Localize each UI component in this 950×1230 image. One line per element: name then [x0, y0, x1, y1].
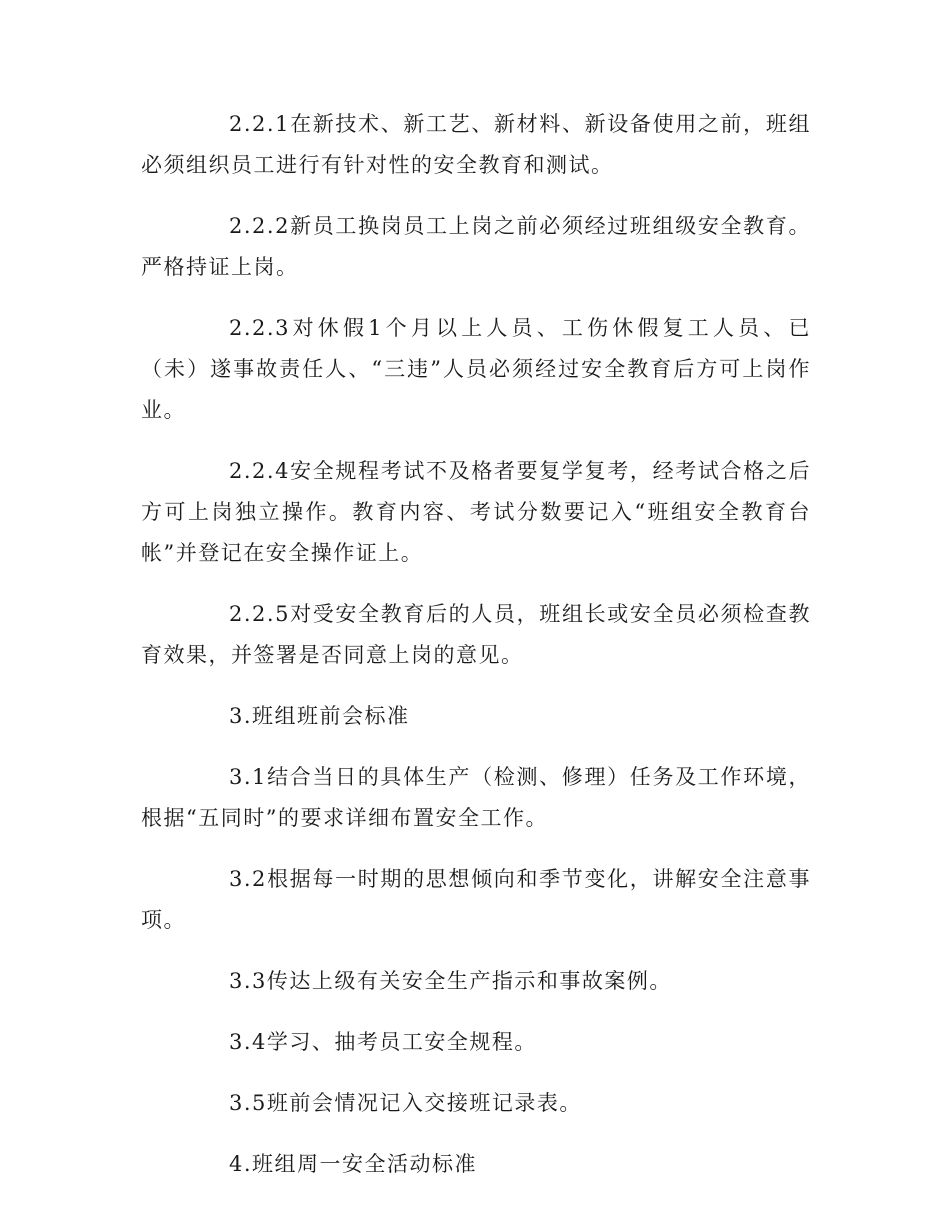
paragraph-2-2-5: 2.2.5对受安全教育后的人员，班组长或安全员必须检查教育效果，并签署是否同意上岗的意见。	[141, 602, 811, 667]
paragraph-3-3: 3.3传达上级有关安全生产指示和事故案例。	[229, 969, 672, 993]
document-body	[141, 104, 811, 1205]
paragraph-2-2-3: 2.2.3对休假1个月以上人员、工伤休假复工人员、已（未）遂事故责任人、“三违”人员必须经过安全教育后方可上岗作业。	[141, 316, 811, 422]
paragraph-2-2-4: 2.2.4安全规程考试不及格者要复学复考，经考试合格之后方可上岗独立操作。教育内容、考试分数要记入“班组安全教育台帐”并登记在安全操作证上。	[141, 459, 811, 565]
paragraph-2-2-2: 2.2.2新员工换岗员工上岗之前必须经过班组级安全教育。严格持证上岗。	[141, 214, 811, 279]
paragraph-3-5: 3.5班前会情况记入交接班记录表。	[229, 1091, 582, 1115]
section-heading-3: 3.班组班前会标准	[229, 704, 410, 728]
paragraph-3-4: 3.4学习、抽考员工安全规程。	[229, 1030, 537, 1054]
section-heading-4: 4.班组周一安全活动标准	[229, 1152, 478, 1176]
paragraph-3-1: 3.1结合当日的具体生产（检测、修理）任务及工作环境，根据“五同时”的要求详细布置安全工作。	[141, 765, 811, 830]
paragraph-3-2: 3.2根据每一时期的思想倾向和季节变化，讲解安全注意事项。	[141, 867, 811, 932]
paragraph-2-2-1: 2.2.1在新技术、新工艺、新材料、新设备使用之前，班组必须组织员工进行有针对性的安全教育和测试。	[141, 112, 811, 177]
